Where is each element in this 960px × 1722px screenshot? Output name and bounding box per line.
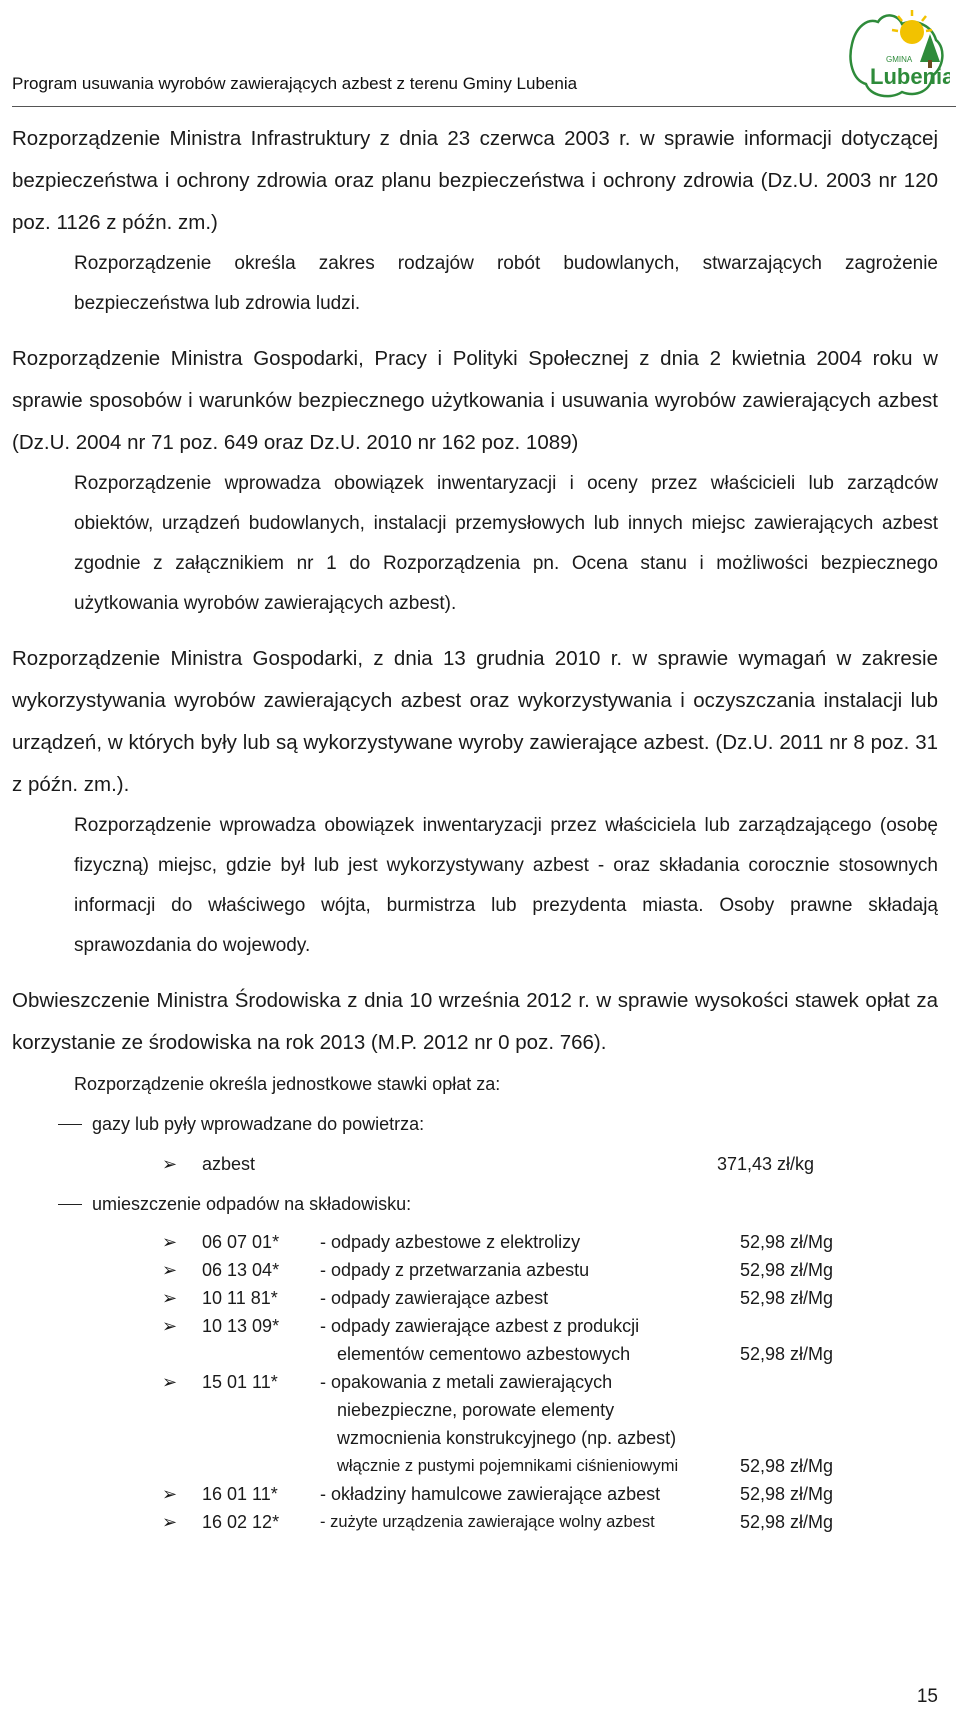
page-header: [12, 0, 960, 104]
fee-category-air: [0, 1104, 938, 1144]
waste-fee-price: 52,98 zł/Mg: [740, 1288, 834, 1308]
waste-code: 15 01 11*: [202, 1372, 278, 1392]
arrow-bullet-icon: ➢: [162, 1232, 178, 1252]
logo-icon: [846, 4, 950, 102]
arrow-bullet-icon: ➢: [162, 1484, 178, 1504]
fee-category-label: gazy lub pyły wprowadzane do powietrza:: [92, 1113, 425, 1134]
section-3-body: Rozporządzenie wprowadza obowiązek inwentaryzacji przez właściciela lub zarządzającego (osobę fizyczną) miejsc, gdzie był lub jest wykorzystywany azbest - oraz składania corocznie stosownych informacji do właściwego wójta, burmistrza lub prezydenta miasta. Osoby prawne składają sprawozdania do wojewody.: [74, 815, 938, 956]
waste-fee-price: 52,98 zł/Mg: [740, 1232, 834, 1252]
gmina-lubenia-logo: [846, 4, 950, 102]
waste-description-line: - odpady z przetwarzania azbestu: [320, 1260, 590, 1280]
waste-description: [320, 1312, 740, 1368]
waste-fee-price: 52,98 zł/Mg: [740, 1512, 834, 1532]
waste-description-line: - odpady zawierające azbest z produkcji: [320, 1316, 640, 1336]
waste-description-line: - odpady azbestowe z elektrolizy: [320, 1232, 581, 1252]
waste-description: [320, 1480, 740, 1508]
logo-small-text: GMINA: [886, 55, 913, 64]
waste-description-line: elementów cementowo azbestowych: [337, 1344, 631, 1364]
landfill-fee-row: [62, 1312, 938, 1368]
waste-code: 10 11 81*: [202, 1288, 278, 1308]
section-1-body: Rozporządzenie określa zakres rodzajów robót budowlanych, stwarzających zagrożenie bezpieczeństwa lub zdrowia ludzi.: [74, 253, 938, 314]
waste-description: [320, 1284, 740, 1312]
waste-description: [320, 1256, 740, 1284]
section-2-body: Rozporządzenie wprowadza obowiązek inwentaryzacji i oceny przez właścicieli lub zarządców obiektów, urządzeń budowlanych, instalacji przemysłowych lub innych miejsc zawierających azbest zgodnie z załącznikiem nr 1 do Rozporządzenia pn. Ocena stanu i możliwości bezpiecznego użytkowania wyrobów zawierających azbest).: [74, 473, 938, 614]
fee-item-air: [12, 1144, 938, 1184]
arrow-bullet-icon: ➢: [162, 1316, 178, 1336]
waste-description-line: wzmocnienia konstrukcyjnego (np. azbest): [337, 1428, 677, 1448]
document-body: [12, 118, 938, 1536]
waste-code: 06 13 04*: [202, 1260, 280, 1280]
fee-item-name: azbest: [202, 1154, 256, 1174]
page-number: 15: [916, 1686, 938, 1707]
header-title: Program usuwania wyrobów zawierających azbest z terenu Gminy Lubenia: [12, 74, 578, 93]
waste-description-line: - opakowania z metali zawierających: [320, 1372, 613, 1392]
logo-large-text: Lubenia: [870, 64, 950, 89]
waste-description: [320, 1368, 740, 1480]
waste-description-line: - okładziny hamulcowe zawierające azbest: [320, 1484, 661, 1504]
waste-description: [320, 1508, 740, 1536]
waste-code: 16 02 12*: [202, 1512, 280, 1532]
dash-bullet-icon: [58, 1124, 92, 1125]
arrow-bullet-icon: ➢: [162, 1512, 178, 1532]
landfill-fee-row: [62, 1508, 938, 1536]
arrow-bullet-icon: ➢: [162, 1372, 178, 1392]
section-4-body: Rozporządzenie określa jednostkowe stawki opłat za:: [74, 1074, 501, 1094]
dash-bullet-icon: [58, 1204, 92, 1205]
landfill-fee-row: [62, 1228, 938, 1256]
landfill-fee-row: [62, 1284, 938, 1312]
waste-description-line: - odpady zawierające azbest: [320, 1288, 549, 1308]
fee-category-label: umieszczenie odpadów na składowisku:: [92, 1193, 412, 1214]
waste-description-line: niebezpieczne, porowate elementy: [337, 1400, 615, 1420]
waste-fee-price: 52,98 zł/Mg: [740, 1344, 834, 1364]
waste-code: 06 07 01*: [202, 1232, 280, 1252]
arrow-bullet-icon: ➢: [162, 1288, 178, 1308]
section-3-heading: Rozporządzenie Ministra Gospodarki, z dnia 13 grudnia 2010 r. w sprawie wymagań w zakresie wykorzystywania wyrobów zawierających azbest oraz wykorzystywania i oczyszczania instalacji lub urządzeń, w których były lub są wykorzystywane wyroby zawierające azbest. (Dz.U. 2011 nr 8 poz. 31 z późn. zm.).: [12, 647, 938, 796]
waste-fee-price: 52,98 zł/Mg: [740, 1260, 834, 1280]
landfill-fee-list: [12, 1228, 938, 1536]
header-divider: [12, 106, 956, 107]
section-2-heading: Rozporządzenie Ministra Gospodarki, Pracy i Polityki Społecznej z dnia 2 kwietnia 2004 roku w sprawie sposobów i warunków bezpiecznego użytkowania i usuwania wyrobów zawierających azbest (Dz.U. 2004 nr 71 poz. 649 oraz Dz.U. 2010 nr 162 poz. 1089): [12, 347, 938, 454]
waste-description: [320, 1228, 740, 1256]
waste-fee-price: 52,98 zł/Mg: [740, 1456, 834, 1476]
waste-code: 10 13 09*: [202, 1316, 280, 1336]
waste-description-line: - zużyte urządzenia zawierające wolny azbest: [320, 1513, 655, 1531]
fee-category-landfill: [0, 1184, 938, 1224]
waste-fee-price: 52,98 zł/Mg: [740, 1484, 834, 1504]
arrow-bullet-icon: ➢: [162, 1260, 178, 1280]
waste-description-line: włącznie z pustymi pojemnikami ciśnieniowymi: [337, 1457, 679, 1475]
waste-code: 16 01 11*: [202, 1484, 278, 1504]
landfill-fee-row: [62, 1368, 938, 1480]
arrow-bullet-icon: ➢: [162, 1154, 178, 1174]
fee-item-price: 371,43 zł/kg: [717, 1154, 815, 1174]
landfill-fee-row: [62, 1256, 938, 1284]
section-4-heading: Obwieszczenie Ministra Środowiska z dnia 10 września 2012 r. w sprawie wysokości stawek opłat za korzystanie ze środowiska na rok 2013 (M.P. 2012 nr 0 poz. 766).: [12, 989, 938, 1054]
section-1-heading: Rozporządzenie Ministra Infrastruktury z dnia 23 czerwca 2003 r. w sprawie informacji dotyczącej bezpieczeństwa i ochrony zdrowia oraz planu bezpieczeństwa i ochrony zdrowia (Dz.U. 2003 nr 120 poz. 1126 z późn. zm.): [12, 127, 938, 234]
landfill-fee-row: [62, 1480, 938, 1508]
